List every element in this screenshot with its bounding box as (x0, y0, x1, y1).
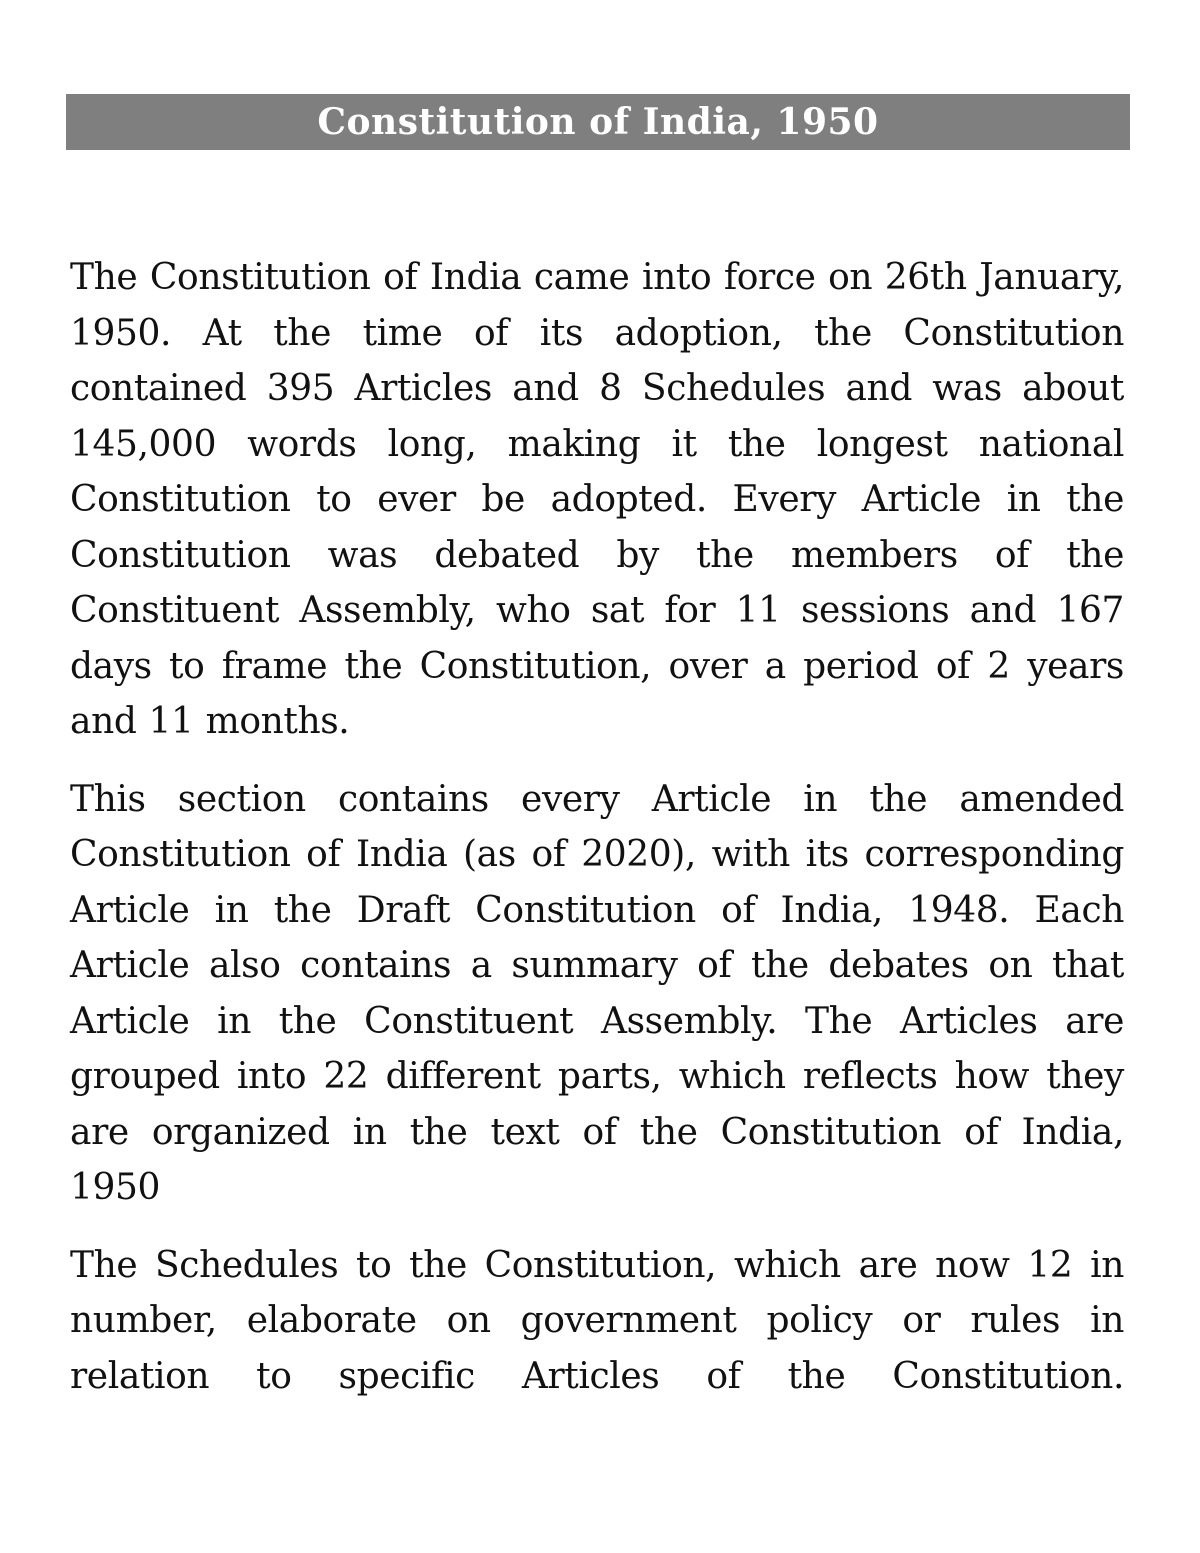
paragraph-section-contents: This section contains every Article in the amended Constitution of India (as of 2020), with its corresponding Article in the Draft Constitution of India, 1948. Each Article also contains a summary of the debates on that Article in the Constituent Assembly. The Articles are grouped into 22 different parts, which reflects how they are organized in the text of the Constitution of India, 1950 (70, 778, 1124, 1208)
document-title: Constitution of India, 1950 (317, 101, 879, 143)
document-body (70, 250, 1124, 1426)
paragraph-schedules: The Schedules to the Constitution, which are now 12 in number, elaborate on government policy or rules in relation to specific Articles of the Constitution. (70, 1244, 1124, 1397)
paragraph-adoption: The Constitution of India came into force on 26th January, 1950. At the time of its adoption, the Constitution contained 395 Articles and 8 Schedules and was about 145,000 words long, making it the longest national Constitution to ever be adopted. Every Article in the Constitution was debated by the members of the Constituent Assembly, who sat for 11 sessions and 167 days to frame the Constitution, over a period of 2 years and 11 months. (70, 257, 1124, 742)
title-banner (66, 94, 1130, 150)
